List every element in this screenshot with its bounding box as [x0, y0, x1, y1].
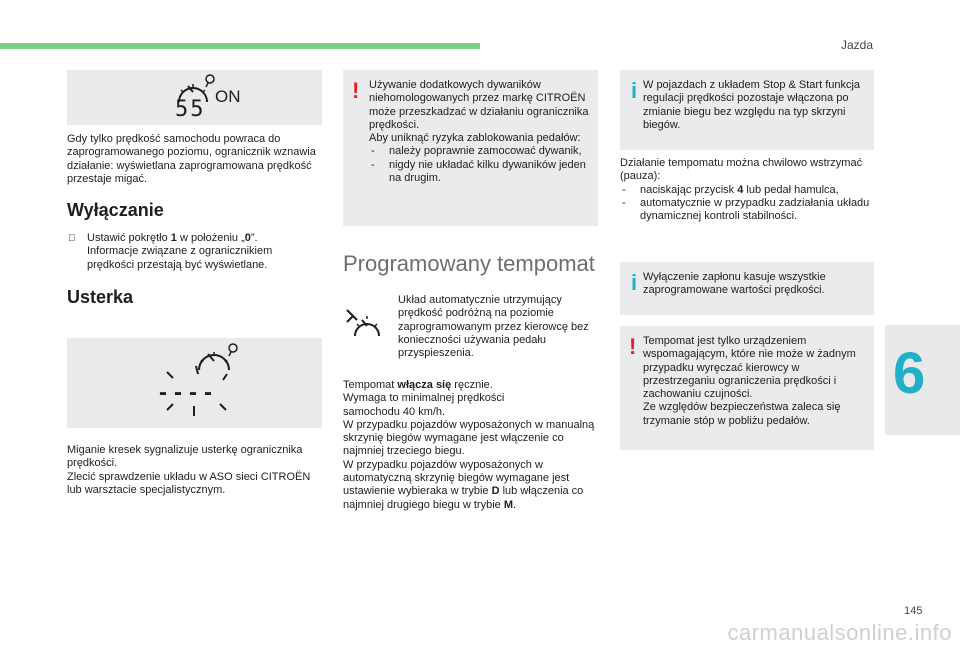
info-ignition-text: Wyłączenie zapłonu kasuje wszystkie zaprogramowane wartości prędkości.	[643, 271, 826, 297]
pause-list	[620, 184, 874, 224]
on-label: ON	[215, 87, 241, 106]
chapter-number: 6	[893, 341, 926, 406]
off-heading: Wyłączanie	[67, 200, 164, 220]
warning-icon: !	[629, 334, 637, 359]
section-title: Jazda	[840, 38, 873, 52]
fault-text: Miganie kresek sygnalizuje usterkę ogranicznika prędkości. Zlecić sprawdzenie układu w ASO sieci CITROËN lub warsztacie specjalistycznym.	[67, 444, 311, 496]
warning-icon: !	[352, 78, 360, 103]
cruise-intro: Układ automatycznie utrzymujący prędkość podróżną na poziomie zaprogramowanym przez kierowcę bez konieczności używania pedału przyspieszenia.	[398, 294, 589, 360]
fault-panel	[67, 338, 322, 428]
engage-line: Tempomat włącza się ręcznie.	[343, 379, 493, 391]
warning-mats-box	[343, 70, 598, 226]
pause-text: Działanie tempomatu można chwilowo wstrzymać (pauza): - naciskając przycisk 4 lub pedał hamulca, - automatycznie w przypadku zadziałania układu dynamicznej kontroli stabilności.	[620, 157, 874, 223]
list-item: - należy poprawnie zamocować dywanik,	[369, 145, 597, 158]
info-icon: i	[631, 270, 638, 295]
page-number: 145	[904, 605, 923, 617]
resume-text: Gdy tylko prędkość samochodu powraca do zaprogramowanego poziomu, ogranicznik wznawia działanie: wyświetlana zaprogramowana prędkość przestaje migać.	[67, 133, 316, 185]
info-stopstart-text: W pojazdach z układem Stop & Start funkcja regulacji prędkości pozostaje włączona po zmianie biegu bez względu na typ skrzyni biegów.	[643, 79, 861, 131]
list-item: - naciskając przycisk 4 lub pedał hamulca,	[620, 184, 874, 197]
info-ignition-box	[620, 262, 874, 315]
fault-dashes: ----	[159, 379, 219, 406]
off-instructions	[67, 232, 322, 272]
list-item: - nigdy nie układać kilku dywaników jeden na drugim.	[369, 159, 597, 186]
speed-limiter-on-panel	[67, 70, 322, 125]
fault-heading: Usterka	[67, 287, 134, 307]
cruise-control-icon	[345, 306, 385, 344]
header-accent-bar	[0, 43, 480, 49]
info-stopstart-box	[620, 70, 874, 150]
cruise-title: Programowany tempomat	[343, 251, 595, 276]
off-line-2: Informacje związane z ogranicznikiem prędkości przestają być wyświetlane.	[87, 245, 273, 271]
off-line-1: Ustawić pokrętło 1 w położeniu „0”.	[87, 232, 258, 244]
warning-mats-text: Używanie dodatkowych dywaników niehomologowanych przez markę CITROËN może przeszkadzać w działaniu ogranicznika prędkości. Aby uniknąć ryzyka zablokowania pedałów: - należy poprawnie zamocować dywanik, - nigdy nie układać kilku dywaników jeden na drugim.	[369, 79, 597, 185]
bullet-arrow-icon	[68, 232, 76, 245]
warning-mats-list	[369, 145, 597, 185]
cruise-details: Tempomat włącza się ręcznie. Wymaga to minimalnej prędkości samochodu 40 km/h. W przypadku pojazdów wyposażonych w manualną skrzynię biegów wymagane jest włączenie co najmniej trzeciego biegu. W przypadku pojazdów wyposażonych w automatyczną skrzynię biegów wymagane jest ustawienie wybieraka w trybie D lub włączenia co najmniej drugiego biegu w trybie M.	[343, 379, 598, 512]
watermark: carmanualsonline.info	[727, 620, 952, 645]
list-item: - automatycznie w przypadku zadziałania układu dynamicznej kontroli stabilności.	[620, 197, 874, 224]
info-icon: i	[631, 78, 638, 103]
warning-driver-text: Tempomat jest tylko urządzeniem wspomagającym, które nie może w żadnym przypadku wyręczać kierowcy w przestrzeganiu ograniczenia prędkości i zachowaniu czujności. Ze względów bezpieczeństwa zaleca się trzymanie stóp w pobliżu pedałów.	[643, 335, 856, 427]
auto-line: W przypadku pojazdów wyposażonych w automatyczną skrzynię biegów wymagane jest ustawienie wybieraka w trybie D lub włączenia co najmniej drugiego biegu w trybie M.	[343, 458, 584, 511]
warning-driver-box	[620, 326, 874, 450]
limit-digits: 55	[175, 97, 206, 122]
